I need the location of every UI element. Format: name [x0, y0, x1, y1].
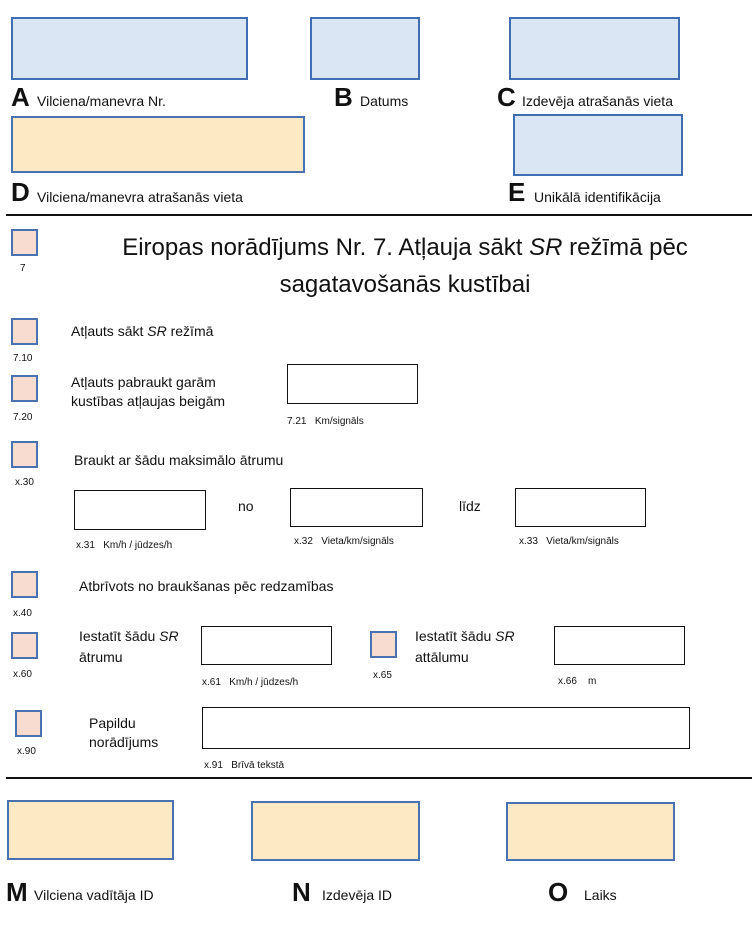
- field-caption-x-91: x.91 Brīvā tekstā: [204, 760, 285, 771]
- train-location-label: Vilciena/manevra atrašanās vieta: [37, 189, 243, 205]
- unique-id-field[interactable]: [513, 114, 683, 176]
- issuer-location-label: Izdevēja atrašanās vieta: [522, 93, 673, 109]
- max-speed-label: Braukt ar šādu maksimālo ātrumu: [74, 452, 284, 468]
- field-caption-x-31: x.31 Km/h / jūdzes/h: [76, 540, 173, 551]
- pass-eoa-label-line2: kustības atļaujas beigām: [71, 393, 226, 409]
- to-location-field-x-33[interactable]: [515, 488, 646, 527]
- field-letter-a: A: [11, 82, 30, 112]
- checkbox-x-40[interactable]: [11, 571, 38, 598]
- field-caption-x-66: x.66 m: [558, 676, 597, 687]
- sr-distance-field-x-66[interactable]: [554, 626, 685, 665]
- driver-id-label: Vilciena vadītāja ID: [34, 887, 154, 903]
- code-x-90: x.90: [17, 746, 36, 757]
- pass-eoa-label-line1: Atļauts pabraukt garām: [71, 374, 216, 390]
- train-number-label: Vilciena/manevra Nr.: [37, 93, 166, 109]
- issuer-id-field[interactable]: [251, 801, 420, 861]
- checkbox-x-65[interactable]: [370, 631, 397, 658]
- field-caption-7-21: 7.21 Km/signāls: [287, 416, 364, 427]
- field-caption-x-33: x.33 Vieta/km/signāls: [519, 536, 619, 547]
- instruction-title-line2: sagatavošanās kustībai: [279, 271, 531, 298]
- divider-bottom: [6, 777, 752, 779]
- time-label: Laiks: [584, 887, 617, 903]
- set-sr-speed-label-line1: Iestatīt šādu SR: [79, 628, 179, 644]
- issuer-location-field[interactable]: [509, 17, 680, 80]
- field-letter-b: B: [334, 82, 353, 112]
- unique-id-label: Unikālā identifikācija: [534, 189, 661, 205]
- from-label: no: [238, 498, 254, 514]
- set-sr-distance-label-line2: attālumu: [415, 649, 469, 665]
- train-location-field[interactable]: [11, 116, 305, 173]
- field-letter-c: C: [497, 82, 516, 112]
- code-7: 7: [20, 263, 26, 274]
- instruction-title-line1: Eiropas norādījums Nr. 7. Atļauja sākt SR režīmā pēc: [122, 234, 688, 261]
- field-letter-e: E: [508, 177, 526, 207]
- from-location-field-x-32[interactable]: [290, 488, 423, 527]
- field-letter-n: N: [292, 877, 311, 907]
- code-x-60: x.60: [13, 669, 32, 680]
- start-sr-mode-label: Atļauts sākt SR režīmā: [71, 323, 214, 339]
- additional-instruction-label-line1: Papildu: [89, 715, 136, 731]
- set-sr-speed-label-line2: ātrumu: [79, 649, 123, 665]
- field-letter-m: M: [6, 877, 28, 907]
- free-text-field-x-91[interactable]: [202, 707, 690, 749]
- to-label: līdz: [459, 498, 481, 514]
- code-7-10: 7.10: [13, 353, 33, 364]
- issuer-id-label: Izdevēja ID: [322, 887, 393, 903]
- field-letter-d: D: [11, 177, 30, 207]
- field-letter-o: O: [548, 877, 569, 907]
- divider-top: [6, 214, 752, 216]
- sr-speed-field-x-61[interactable]: [201, 626, 332, 665]
- train-number-field[interactable]: [11, 17, 248, 80]
- field-caption-x-32: x.32 Vieta/km/signāls: [294, 536, 394, 547]
- driver-id-field[interactable]: [7, 800, 174, 860]
- field-caption-x-61: x.61 Km/h / jūdzes/h: [202, 677, 299, 688]
- release-sight-label: Atbrīvots no braukšanas pēc redzamības: [79, 578, 334, 594]
- set-sr-distance-label-line1: Iestatīt šādu SR: [415, 628, 515, 644]
- speed-field-x-31[interactable]: [74, 490, 206, 530]
- additional-instruction-label-line2: norādījums: [89, 734, 159, 750]
- km-signal-field-7-21[interactable]: [287, 364, 418, 404]
- checkbox-7-20[interactable]: [11, 375, 38, 402]
- checkbox-x-30[interactable]: [11, 441, 38, 468]
- checkbox-x-90[interactable]: [15, 710, 42, 737]
- code-7-20: 7.20: [13, 412, 33, 423]
- checkbox-7[interactable]: [11, 229, 38, 256]
- checkbox-7-10[interactable]: [11, 318, 38, 345]
- checkbox-x-60[interactable]: [11, 632, 38, 659]
- date-label: Datums: [360, 93, 409, 109]
- date-field[interactable]: [310, 17, 420, 80]
- time-field[interactable]: [506, 802, 675, 861]
- code-x-40: x.40: [13, 608, 32, 619]
- code-x-65: x.65: [373, 670, 392, 681]
- code-x-30: x.30: [15, 477, 34, 488]
